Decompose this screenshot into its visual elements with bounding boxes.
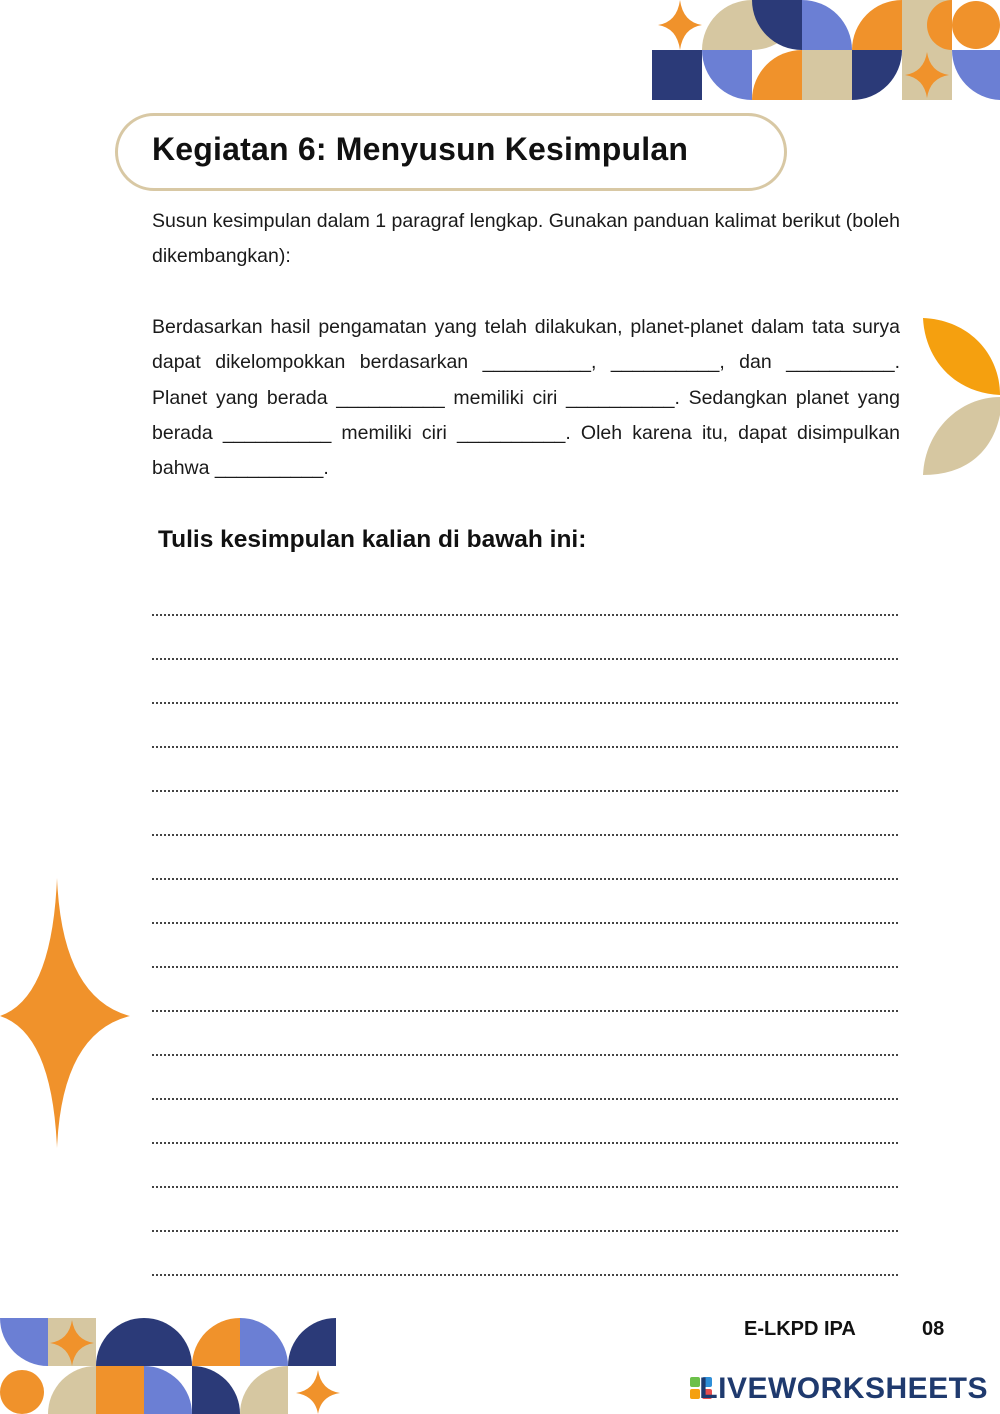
answer-line[interactable]: [152, 1148, 898, 1192]
bottom-left-geometric-decoration: [0, 1318, 346, 1414]
left-sparkle-decoration: [0, 878, 130, 1148]
footer-page-number: 08: [922, 1318, 945, 1340]
template-paragraph: Berdasarkan hasil pengamatan yang telah dilakukan, planet-planet dalam tata surya dapat dikelompokkan berdasarkan __________, __________, dan __________. Planet yang berada __________ memiliki ciri __________. Sedangkan planet yang berada __________ memiliki ciri __________. Oleh karena itu, dapat disimpulkan bahwa __________.: [152, 316, 900, 480]
answer-line[interactable]: [152, 796, 898, 840]
answer-line[interactable]: [152, 620, 898, 664]
answer-line[interactable]: [152, 752, 898, 796]
answer-line[interactable]: [152, 1236, 898, 1280]
answer-line[interactable]: [152, 1060, 898, 1104]
answer-line[interactable]: [152, 708, 898, 752]
page-title: Kegiatan 6: Menyusun Kesimpulan: [152, 131, 689, 167]
answer-line[interactable]: [152, 840, 898, 884]
answer-line[interactable]: [152, 884, 898, 928]
answer-line[interactable]: [152, 1192, 898, 1236]
answer-line[interactable]: [152, 576, 898, 620]
answer-heading: Tulis kesimpulan kalian di bawah ini:: [158, 526, 587, 553]
footer-doc-label: E-LKPD IPA: [744, 1318, 856, 1340]
answer-line[interactable]: [152, 1104, 898, 1148]
answer-line[interactable]: [152, 1016, 898, 1060]
answer-line[interactable]: [152, 972, 898, 1016]
answer-line[interactable]: [152, 664, 898, 708]
right-petal-decoration: [920, 315, 1000, 477]
top-right-geometric-decoration: [652, 0, 1000, 100]
instruction-text: Susun kesimpulan dalam 1 paragraf lengkap. Gunakan panduan kalimat berikut (boleh dikembangkan):: [152, 210, 900, 267]
answer-lines[interactable]: [152, 576, 898, 1280]
liveworksheets-brand[interactable]: LIVEWORKSHEETS: [699, 1372, 988, 1405]
answer-line[interactable]: [152, 928, 898, 972]
